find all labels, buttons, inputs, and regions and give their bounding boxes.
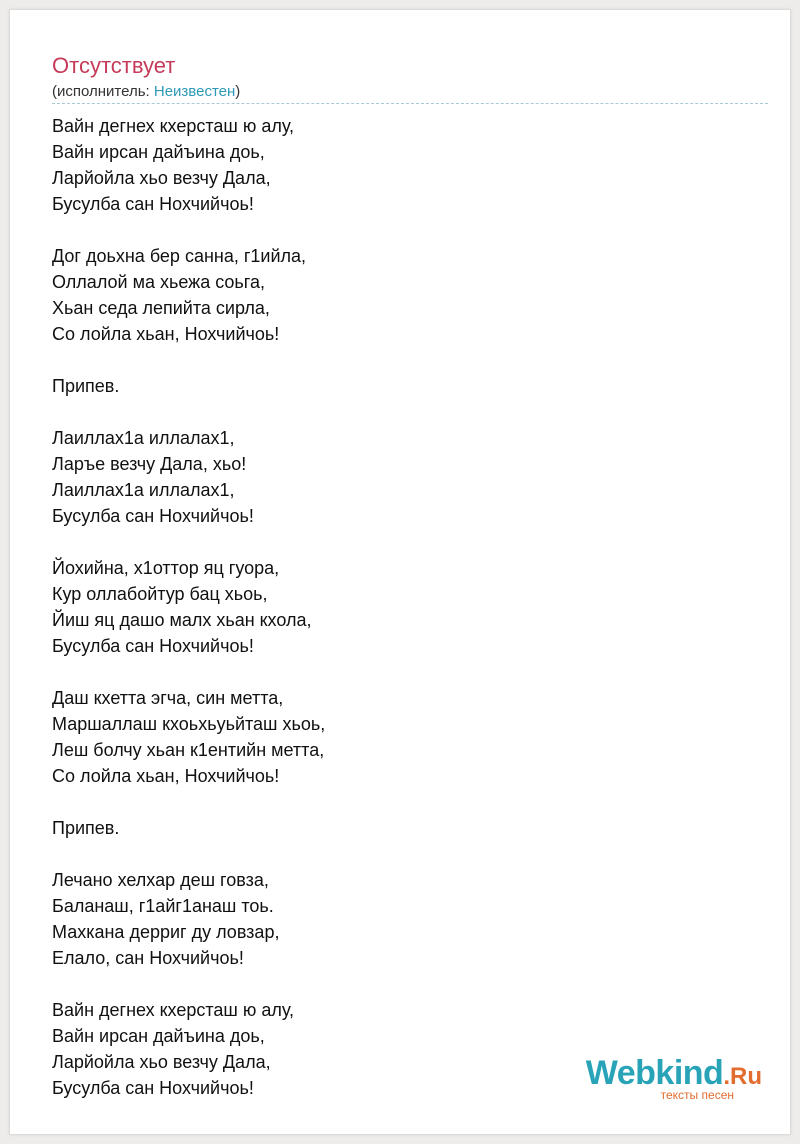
lyric-line: Лечано хелхар деш говза, — [52, 870, 269, 890]
logo-tld: .Ru — [723, 1063, 762, 1090]
lyric-stanza — [52, 555, 752, 659]
lyric-line: Ларйойла хьо везчу Дала, — [52, 168, 271, 188]
lyric-line: Маршаллаш кхоьхьуьйташ хьоь, — [52, 714, 326, 734]
logo-tagline: тексты песен — [660, 1088, 734, 1102]
lyric-stanza — [52, 243, 752, 347]
artist-line — [52, 82, 240, 102]
lyric-line: Леш болчу хьан к1ентийн метта, — [52, 740, 325, 760]
lyric-line: Баланаш, г1айг1анаш тоь. — [52, 896, 274, 916]
title-divider — [52, 103, 768, 104]
lyric-line: Со лойла хьан, Нохчийчоь! — [52, 324, 280, 344]
lyric-line: Бусулба сан Нохчийчоь! — [52, 1078, 254, 1098]
lyric-stanza — [52, 425, 752, 529]
lyric-line: Хьан седа лепийта сирла, — [52, 298, 270, 318]
lyric-line: Со лойла хьан, Нохчийчоь! — [52, 766, 280, 786]
artist-suffix: ) — [235, 83, 241, 100]
lyric-line: Йохийна, х1оттор яц гуора, — [52, 558, 280, 578]
artist-prefix: (исполнитель: — [52, 83, 154, 100]
lyric-line: Лаиллах1а иллалах1, — [52, 428, 235, 448]
lyric-line: Припев. — [52, 818, 120, 838]
lyric-line: Вайн дегнех кхерсташ ю алу, — [52, 116, 295, 136]
logo-name: Webkind — [585, 1054, 724, 1092]
lyric-line: Ларйойла хьо везчу Дала, — [52, 1052, 271, 1072]
lyric-stanza — [52, 867, 752, 971]
lyric-line: Бусулба сан Нохчийчоь! — [52, 506, 254, 526]
lyric-line: Махкана дерриг ду ловзар, — [52, 922, 280, 942]
lyric-stanza — [52, 113, 752, 217]
lyric-stanza — [52, 685, 752, 789]
lyric-line: Бусулба сан Нохчийчоь! — [52, 636, 254, 656]
lyric-line: Оллалой ма хьежа соьга, — [52, 272, 265, 292]
song-title: Отсутствует — [52, 53, 176, 78]
lyric-line: Дог доьхна бер санна, г1ийла, — [52, 246, 307, 266]
lyric-line: Вайн дегнех кхерсташ ю алу, — [52, 1000, 295, 1020]
lyric-line: Кур оллабойтур бац хьоь, — [52, 584, 268, 604]
lyrics-body — [52, 113, 752, 1127]
lyric-line: Вайн ирсан дайъина доь, — [52, 142, 265, 162]
lyrics-page — [9, 9, 791, 1135]
lyric-line: Елало, сан Нохчийчоь! — [52, 948, 244, 968]
lyric-line: Припев. — [52, 376, 120, 396]
lyric-line: Бусулба сан Нохчийчоь! — [52, 194, 254, 214]
lyric-line: Вайн ирсан дайъина доь, — [52, 1026, 265, 1046]
lyric-line: Лаиллах1а иллалах1, — [52, 480, 235, 500]
lyric-stanza — [52, 815, 752, 841]
lyric-line: Ларъе везчу Дала, хьо! — [52, 454, 247, 474]
lyric-stanza — [52, 373, 752, 399]
site-logo[interactable] — [562, 1054, 762, 1104]
lyric-line: Йиш яц дашо малх хьан кхола, — [52, 610, 312, 630]
lyric-line: Даш кхетта эгча, син метта, — [52, 688, 284, 708]
artist-link[interactable]: Неизвестен — [153, 83, 236, 100]
